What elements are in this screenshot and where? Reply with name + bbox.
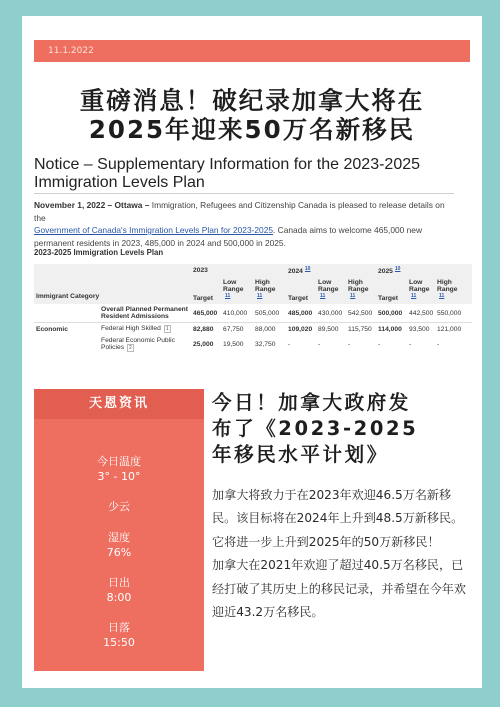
sunset-value: 15:50 (103, 636, 135, 649)
low-range-header: Low Range 11 (223, 279, 244, 300)
footnote-link[interactable]: 11 (257, 293, 263, 300)
target-header: Target (288, 295, 308, 303)
sunrise-item (34, 575, 204, 605)
year-header: 2025 10 (378, 266, 401, 276)
value-cell: 67,750 (221, 323, 253, 336)
humidity-value: 76% (106, 546, 132, 559)
notice-dateline: November 1, 2022 – Ottawa – (34, 200, 150, 210)
category-cell (34, 335, 99, 354)
info-card (34, 389, 204, 671)
value-cell: - (378, 341, 381, 349)
date-text: 11.1.2022 (48, 46, 94, 56)
program-cell: Federal Economic Public Policies 2 (101, 337, 175, 352)
value-cell: 465,000 (191, 304, 221, 323)
value-cell: 115,750 (346, 323, 376, 336)
value-cell: 550,000 (435, 304, 472, 323)
article-title-line-1: 今日！加拿大政府发 (212, 391, 411, 414)
value-cell: 410,000 (221, 304, 253, 323)
notice-text-1: Immigration, Refugees and Citizenship Canada is pleased to release details on the (34, 200, 445, 223)
levels-plan-table (34, 264, 472, 354)
sunset-label: 日落 (108, 621, 130, 634)
value-cell: 542,500 (346, 304, 376, 323)
target-header: Target (193, 295, 213, 303)
footnote-link[interactable]: 10 (394, 266, 401, 272)
high-range-header: High Range 11 (437, 279, 458, 300)
poster-page (22, 16, 482, 688)
weather-label: 少云 (108, 500, 130, 513)
humidity-item (34, 530, 204, 560)
footnote-link[interactable]: 11 (411, 293, 417, 300)
footnote-link[interactable]: 11 (439, 293, 445, 300)
category-header: Immigrant Category (36, 293, 100, 301)
value-cell: 505,000 (253, 304, 286, 323)
notice-title-line-2: Immigration Levels Plan (34, 174, 205, 191)
humidity-label: 湿度 (108, 531, 130, 544)
target-header: Target (378, 295, 398, 303)
high-range-header: High Range 11 (255, 279, 276, 300)
notice-divider (34, 193, 454, 194)
program-cell: Federal High Skilled 1 (99, 323, 191, 336)
value-cell: 109,020 (286, 323, 316, 336)
category-cell (34, 304, 99, 323)
levels-plan-link[interactable]: Government of Canada's Immigration Levels Plan for 2023-2025 (34, 225, 274, 235)
notice-text-2: . Canada aims to welcome 465,000 new permanent residents in 2023, 485,000 in 2024 and 500,000 in 2025. (34, 225, 423, 248)
high-range-header: High Range 11 (348, 279, 369, 300)
low-range-header: Low Range 11 (409, 279, 430, 300)
article-body (212, 484, 474, 624)
footnote-link[interactable]: 2 (129, 345, 132, 352)
temperature-item (34, 454, 204, 484)
temperature-value: 3° - 10° (97, 470, 141, 483)
article-title-line-2: 布了《2023-2025 (212, 417, 419, 440)
value-cell: 93,500 (407, 323, 435, 336)
article-paragraph: 加拿大将致力于在2023年欢迎46.5万名新移民。该目标将在2024年上升到48.5万新移民。它将进一步上升到2025年的50万新移民！ (212, 488, 464, 549)
table-row (34, 304, 472, 323)
footnote-link[interactable]: 10 (304, 266, 311, 272)
value-cell: 430,000 (316, 304, 346, 323)
footnote-link[interactable]: 11 (350, 293, 356, 300)
footnote-link[interactable]: 11 (225, 293, 231, 300)
temperature-label: 今日温度 (97, 455, 141, 468)
article-title (212, 390, 477, 468)
value-cell: - (288, 341, 291, 349)
notice-title-line-1: Notice – Supplementary Information for the 2023-2025 (34, 156, 421, 173)
table-row (34, 335, 472, 354)
headline-line-2: 2025年迎来50万名新移民 (88, 115, 416, 144)
notice-title (34, 156, 464, 192)
footnote-link[interactable]: 11 (320, 293, 326, 300)
date-bar (34, 40, 470, 62)
value-cell: 19,500 (223, 341, 244, 349)
program-cell: Overall Planned Permanent Resident Admissions (99, 304, 191, 323)
card-title: 天恩资讯 (34, 389, 204, 419)
table-heading: 2023-2025 Immigration Levels Plan (34, 248, 164, 257)
sunset-item (34, 620, 204, 650)
year-header-row (34, 264, 472, 277)
value-cell: - (348, 341, 351, 349)
notice-body (34, 199, 454, 249)
value-cell: 32,750 (255, 341, 276, 349)
value-cell: - (318, 341, 321, 349)
value-cell: 114,000 (376, 323, 407, 336)
value-cell: 25,000 (193, 341, 214, 349)
sunrise-label: 日出 (108, 576, 130, 589)
value-cell: 89,500 (316, 323, 346, 336)
sunrise-value: 8:00 (106, 591, 132, 604)
value-cell: 485,000 (286, 304, 316, 323)
article-title-line-3: 年移民水平计划》 (212, 443, 389, 466)
value-cell: - (409, 341, 412, 349)
value-cell: - (437, 341, 440, 349)
year-header: 2024 10 (288, 266, 311, 276)
footnote-link[interactable]: 1 (165, 326, 169, 333)
value-cell: 442,500 (407, 304, 435, 323)
value-cell: 500,000 (376, 304, 407, 323)
headline (22, 86, 482, 144)
low-range-header: Low Range 11 (318, 279, 339, 300)
value-cell: 82,880 (191, 323, 221, 336)
table-row (34, 323, 472, 336)
value-cell: 121,000 (435, 323, 472, 336)
year-header: 2023 (193, 267, 208, 275)
value-cell: 88,000 (253, 323, 286, 336)
headline-line-1: 重磅消息！破纪录加拿大将在 (79, 86, 425, 115)
article-paragraph: 加拿大在2021年欢迎了超过40.5万名移民，已经打破了其历史上的移民记录，并希望在今年欢迎近43.2万名移民。 (212, 558, 466, 620)
category-cell: Economic (34, 323, 99, 336)
weather-item (34, 499, 204, 514)
